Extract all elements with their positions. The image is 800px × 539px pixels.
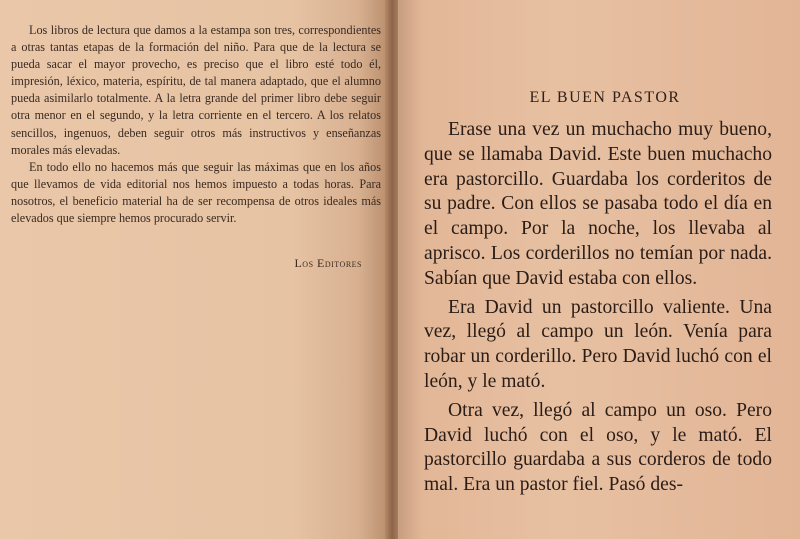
publisher-signature: Los Editores [294,256,362,270]
story-text [424,118,772,502]
story-paragraph-1: Erase una vez un muchacho muy bueno, que se llamaba David. Este buen muchacho era pastorcillo. Guardaba los corderitos de su padre. Con ellos se pasaba todo el día en el campo. Por la noche, los llevaba al aprisco. Los corderillos no temían por nada. Sabían que David estaba con ellos. [424,119,772,289]
preface-text [11,22,381,227]
left-page [0,0,390,539]
preface-paragraph-1: Los libros de lectura que damos a la estampa son tres, correspondientes a otras tantas etapas de la formación del niño. Para que de la lectura se pueda sacar el mayor provecho, es preciso que el libro esté todo él, impresión, léxico, materia, espíritu, de tal manera adaptado, que el alumno pueda asimilarlo totalmente. A la letra grande del primer libro debe seguir otra menor en el segundo, y la letra corriente en el tercero. A los relatos sencillos, ingenuos, deben seguir otros más instructivos y enseñanzas morales más elevadas. [11,23,381,157]
story-paragraph-3: Otra vez, llegó al campo un oso. Pero David luchó con el oso, y le mató. El pastorcillo guardaba a sus corderos de todo mal. Era un pastor fiel. Pasó des- [424,399,772,496]
story-paragraph-2: Era David un pastorcillo valiente. Una vez, llegó al campo un león. Venía para robar un corderillo. Pero David luchó con el león, y le mató. [424,296,772,392]
story-title: EL BUEN PASTOR [529,89,681,106]
preface-paragraph-2: En todo ello no hacemos más que seguir las máximas que en los años que llevamos de vida editorial nos hemos impuesto a todas horas. Para nosotros, el beneficio material ha de ser recompensa de otros ideales más elevados que siempre hemos procurado servir. [11,159,381,226]
